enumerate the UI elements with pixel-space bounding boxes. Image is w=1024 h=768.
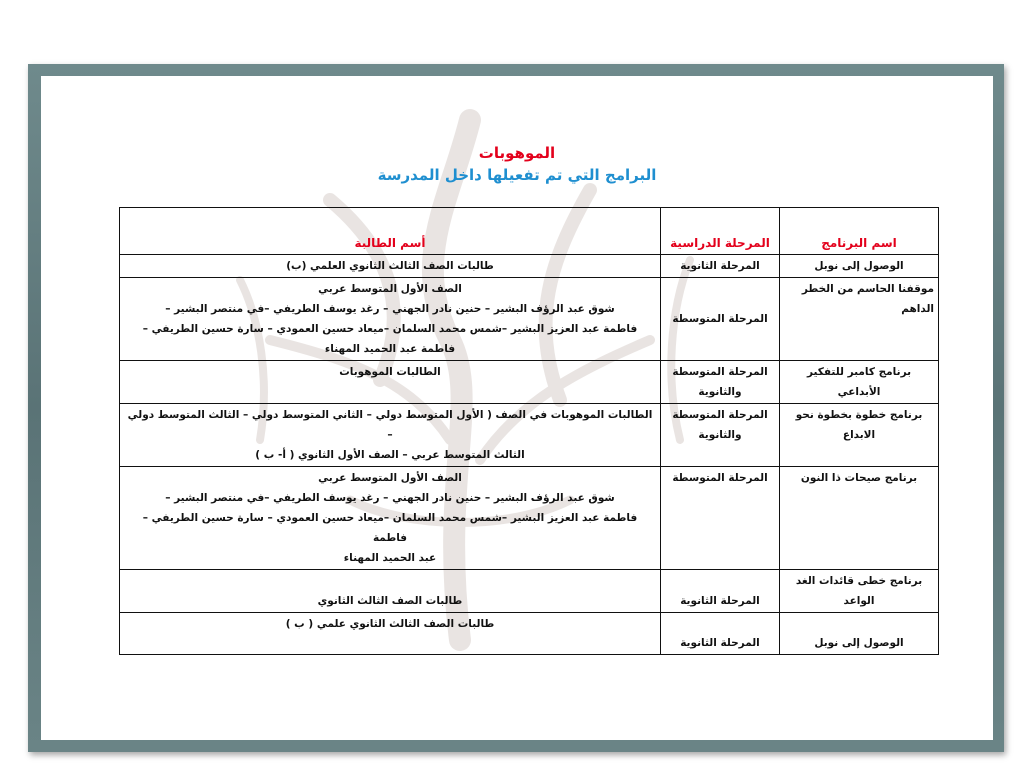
student-line: طالبات الصف الثالث الثانوي علمي ( ب ) [285,618,495,630]
cell-stage: المرحلة المتوسطة [661,278,780,361]
cell-stage: المرحلة المتوسطة [661,467,780,570]
table-row [120,361,939,404]
header-student: أسم الطالبة [120,208,661,255]
cell-stage: المرحلة الثانوية [661,255,780,278]
slide-subtitle: البرامج التي تم تفعيلها داخل المدرسة [377,166,657,184]
cell-student [120,570,661,613]
header-stage: المرحلة الدراسية [661,208,780,255]
student-line: شوق عبد الرؤف البشير – حنين نادر الجهني – رغد يوسف الطريفي –في منتصر البشير – [165,492,615,504]
student-line: طالبات الصف الثالث الثانوي [317,595,463,607]
cell-program: برنامج خطوة بخطوة نحو الابداع [780,404,939,467]
cell-program: الوصول إلى نوبل [780,255,939,278]
programs-table [119,207,939,655]
slide-title: الموهوبات [478,144,556,162]
cell-program: برنامج كامبر للتفكير الأبداعي [780,361,939,404]
cell-student [120,467,661,570]
table-row [120,404,939,467]
table-row [120,467,939,570]
student-line: طالبات الصف الثالث الثانوي العلمي (ب) [286,260,494,272]
cell-student [120,361,661,404]
cell-student [120,255,661,278]
header-program: اسم البرنامج [780,208,939,255]
student-line: الصف الأول المتوسط عربي [318,472,462,484]
cell-program: موقفنا الحاسم من الخطر الداهم [780,278,939,361]
table-row [120,278,939,361]
cell-program: الوصول إلى نوبل [780,613,939,655]
table-header-row [120,208,939,255]
student-line: فاطمة عبد العزيز البشير –شمس محمد السلمان –ميعاد حسين العمودي – سارة حسين الطريفي – [142,323,638,335]
student-line: الصف الأول المتوسط عربي [318,283,462,295]
cell-student [120,278,661,361]
student-line: فاطمة عبد العزيز البشير –شمس محمد السلمان –ميعاد حسين العمودي – سارة حسين الطريفي – فاطمة [142,512,638,544]
student-line: الطالبات الموهوبات [339,366,441,378]
cell-stage: المرحلة الثانوية [661,613,780,655]
cell-program: برنامج خطى قائدات الغد الواعد [780,570,939,613]
cell-student [120,404,661,467]
cell-program: برنامج صيحات ذا النون [780,467,939,570]
table-row [120,570,939,613]
student-line: الطالبات الموهوبات في الصف ( الأول المتوسط دولي – الثاني المتوسط دولي – الثالث المتوسط دولي – [127,409,653,441]
student-line: الثالث المتوسط عربي – الصف الأول الثانوي ( أ- ب ) [255,449,525,461]
student-line: فاطمة عبد الحميد المهناء [324,343,456,355]
table-row [120,255,939,278]
cell-stage: المرحلة الثانوية [661,570,780,613]
slide [41,76,993,740]
student-line: عبد الحميد المهناء [343,552,437,564]
cell-stage: المرحلة المتوسطة والثانوية [661,404,780,467]
cell-stage: المرحلة المتوسطة والثانوية [661,361,780,404]
cell-student [120,613,661,655]
student-line: شوق عبد الرؤف البشير – حنين نادر الجهني – رغد يوسف الطريفي –في منتصر البشير – [165,303,615,315]
table-row [120,613,939,655]
